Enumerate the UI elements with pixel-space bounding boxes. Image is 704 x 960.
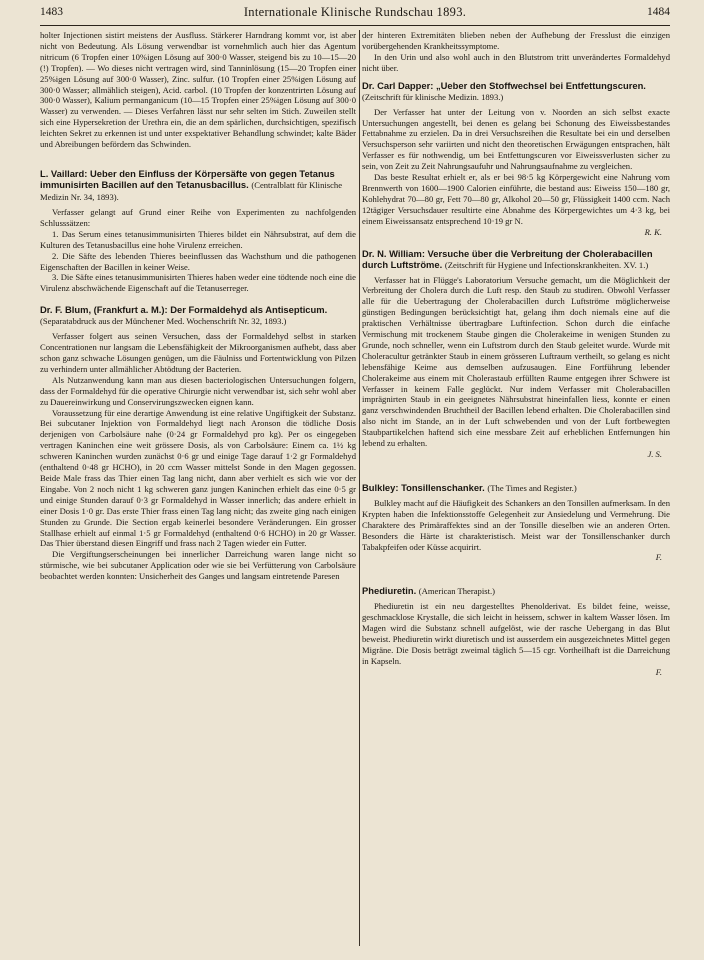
paragraph: Phediuretin ist ein neu dargestelltes Phenolderivat. Es bildet feine, weisse, geschmacklose Krystalle, die sich leicht in heissem, schwer in kaltem Wasser lösen. Im Magen wird die Substanz schnell aufgelöst, wie der rasche Uebergang in das Blut beweist. Phediuretin wirkt diuretisch und ist ausserdem ein ausgezeichnetes Mittel gegen Migräne. Die Dosis beträgt zweimal täglich 5—15 cgr. Vortheilhaft ist die Darreichung in Kapseln. [362, 601, 670, 666]
heading-text: L. Vaillard: Ueber den Einfluss der Körpersäfte von gegen Tetanus immunisirten Bacillen auf den Tetanusbacillus. [40, 167, 335, 190]
paragraph: 2. Die Säfte des lebenden Thieres beeinflussen das Wachsthum und die pathogenen Eigenschaften der Bacillen in keiner Weise. [40, 250, 356, 272]
paragraph: 3. Die Säfte eines tetanusimmunisirten Thieres haben weder eine tödtende noch eine die Virulenz abschwächende Eigenschaft auf die Tetanuserreger. [40, 272, 356, 294]
heading-text: Dr. F. Blum, (Frankfurt a. M.): Der Formaldehyd als Antisepticum. [40, 304, 328, 316]
paragraph: Verfasser gelangt auf Grund einer Reihe von Experimenten zu nachfolgenden Schlusssätzen: [40, 206, 356, 228]
paragraph: Die Vergiftungserscheinungen bei innerlicher Darreichung waren lange nicht so stürmische, wie bei subcutaner Application oder wie sie bei Verfütterung von Carbolsäure beobachtet werden konnten: Unsicherheit des Ganges und langsam eintretende Paresen [40, 549, 356, 582]
article-heading [362, 482, 670, 494]
section-spacer [362, 464, 670, 482]
article-heading [362, 80, 670, 103]
heading-text: Phediuretin. [362, 585, 417, 597]
heading-text: Dr. Carl Dapper: „Ueber den Stoffwechsel bei Entfettungscuren. [362, 79, 646, 91]
author-initials: F. [655, 666, 662, 677]
page-number-right: 1484 [647, 6, 670, 18]
article-heading [362, 248, 670, 271]
article-source: (Zeitschrift für Hygiene und Infectionskrankheiten. XV. 1.) [444, 259, 649, 270]
continuation-paragraph: holter Injectionen sistirt meistens der Ausfluss. Stärkerer Harndrang kommt vor, ist aber nicht von Bedeutung. Als Lösung verwendbar ist vornehmlich auch hier das Agentum nitricum (6 Tropfen einer 10%igen Lösung auf 300·0 Wasser, steigend bis zu 10—15—20 (!) Tropfen). — Wo dieses nicht vertragen wird, sind Tanninlösung (15—20 Tropfen einer 25%igen Lösung auf 300·0 Wasser), Zinc. sulfur. (10 Tropfen einer 25%igen Lösung auf 300·0 Wasser; allmählich steigen), Acid. carbol. (10 Tropfen der konzentrirten Lösung auf 300·0 Wasser), Kalium permanganicum (10—15 Tropfen einer 25%igen Lösung auf 300·0 Wasser) zu verwenden. — Dieses Verfahren lässt nur sehr selten im Stich. Zuweilen stellt sich eine Hypersekretion der Urethra ein, die an dem spärlichen, durchsichtigen, spezifisch leichten Sekret zu erkennen ist und unter exspektativer Behandlung schwindet; kalte Bäder und Abreibungen befördern das Schwinden. [40, 30, 356, 150]
heading-text: Bulkley: Tonsillenschanker. [362, 481, 485, 493]
article-dapper [362, 80, 670, 238]
page-number-left: 1483 [40, 6, 63, 18]
article-blum [40, 304, 356, 582]
paragraph: Das beste Resultat erhielt er, als er bei 98·5 kg Körpergewicht eine Nahrung vom Brennwerth von 1600—1900 Calorien einführte, die bestand aus: Eiweiss 150—180 gr, Kohlehydrat 70—80 gr, Fett 70—80 gr, Alkohol 20—50 gr, Flüssigkeit 1400 ccm. Nach 12tägiger Versuchsdauer resultirte eine Abnahme des Körpergewichtes um 4·3 kg, bei einem Eiweissansatz entsprechend 10·19 gr N. [362, 172, 670, 226]
left-column [40, 30, 356, 950]
paragraph: Verfasser folgert aus seinen Versuchen, dass der Formaldehyd selbst in starken Concentrationen nur langsam die Lebensfähigkeit der Mikroorganismen aufhebt, dass aber schon ganz schwache Lösungen genügen, um die Fäulniss und Fortentwicklung von Pilzen zu verhindern unter allmählicher Abtödtung der Bacterien. [40, 331, 356, 374]
paragraph: Voraussetzung für eine derartige Anwendung ist eine relative Ungiftigkeit der Substanz. Bei subcutaner Injektion von Formaldehyd liegt nach Aronson die tödliche Dosis derjenigen von Carbolsäure nahe (0·24 gr Formaldehyd pro kg). Per os eingegeben vertragen Kaninchen eine weit grössere Dosis, als von Carbolsäure: Einem ca. 1½ kg schweren Kaninchen wurden zunächst 0·6 gr und einige Tage darauf 1·2 gr Formaldehyd (enthaltend 0·48 gr HCHO), in 20 ccm Wasser mittelst Sonde in den Magen gegossen. Beide Male frass das Thier einen Tag lang nicht, dann aber verhielt es sich wie vor der Eingabe. Von 2 noch nicht 1 kg schweren ganz jungen Kaninchen erhielt das eine 0·5 gr und einige Stunden darauf 0·3 gr Formaldehyd in Wasser innerlich; das andere erhielt in einer Dosis 1·0 gr. Das erste Thier frass einen Tag lang nicht; das zweite ging nach einigen Stunden zu Grunde. Die Section ergab keinerlei besondere Veränderungen. Ein grosser Stallhase erhielt auf einmal 1·5 gr Formaldehyd (enthaltend 0·6 HCHO) in 20 gr Wasser. Das Thier überstand diesen Eingriff und frass nach 2 Tagen wieder ein Futter. [40, 407, 356, 549]
paragraph: Verfasser hat in Flügge's Laboratorium Versuche gemacht, um die Möglichkeit der Verbreitung der Cholera durch die Luft resp. den Staub zu studiren. Obwohl Verfasser alle für die Uebertragung der Cholerabacillen durch Luftströme möglicherweise günstigen Bedingungen berücksichtigt hat, gelang ihm doch niemals eine auf die praktischen Verhältnisse übertragbare Luftinfection. Schon durch die einfache Vermischung mit trockenem Staube gingen die Cholerakeime in wenigen Stunden zu Grunde, noch schneller, wenn ein Luftstrom durch den Staub geleitet wurde. Wurde mit Choleracultur getränkter Staub in einem grösseren Luftraum vertheilt, so gelang es nicht lebensfähige Keime aus demselben aufzusaugen. Eine Fortführung lebender Cholerakeime aus einem mit Cholerastaub erfüllten Raume entgegen ihrer Schwere ist Verfasser in keinem Falle geglückt. Nur indem Verfasser mit Cholerabacillen imprägnirten Staub in ein geeignetes Nährsubstrat hineinfallen liess, konnte er einen ganz verschwindenden Bruchtheil der Bacillen lebend erhalten. Die Cholerabacillen sind also nicht im Stande, an in der Luft schwebenden und von der Luft fortbewegten Staubpartikelchen haftend sich eine messbare Zeit auf erheblichen Entfernungen hin lebend zu erhalten. [362, 274, 670, 449]
header-rule [40, 25, 670, 26]
article-source: (American Therapist.) [418, 586, 495, 597]
section-spacer [362, 567, 670, 585]
author-initials: F. [655, 552, 662, 563]
paragraph: In den Urin und also wohl auch in den Blutstrom tritt unverändertes Formaldehyd nicht über. [362, 51, 670, 73]
heading-text: Dr. N. William: Versuche über die Verbreitung der Cholerabacillen durch Luftströme. [362, 247, 653, 270]
paragraph: Bulkley macht auf die Häufigkeit des Schankers an den Tonsillen aufmerksam. In den Krypten haben die Infektionsstoffe Gelegenheit zur Ansiedelung und Vermehrung. Die Charaktere des Primäraffektes sind an der Tonsille dieselben wie an anderen Orten. Besonders die Härte ist charakteristisch. Meist war der Tonsillenschanker durch Tabakpfeifen oder Küsse acquirirt. [362, 497, 670, 552]
right-column [362, 30, 670, 950]
column-divider [359, 30, 360, 946]
author-initials: R. K. [644, 226, 662, 237]
article-heading [40, 168, 356, 203]
section-spacer [40, 150, 356, 168]
article-source: (The Times and Register.) [487, 482, 577, 493]
page-header [40, 4, 670, 26]
article-heading [362, 585, 670, 597]
article-source: (Zeitschrift für klinische Medizin. 1893.) [362, 91, 504, 102]
paragraph: Der Verfasser hat unter der Leitung von v. Noorden an sich selbst exacte Untersuchungen angestellt, bei denen es gelang bei Schonung des Eiweissbestandes Fettabnahme zu erzielen. Da in drei Versuchsreihen die Resultate bei ein und derselben Versuchsperson sehr variirten und nicht den theoretischen Erwägungen entsprachen, hält Verfasser es für nothwendig, um bei Entfettungscuren vor Eiweissverlusten sicher zu sein, von Zeit zu Zeit Nahrungsaufuhr und Nahrungsaufnahme zu vergleichen. [362, 106, 670, 172]
journal-title: Internationale Klinische Rundschau 1893. [243, 5, 467, 19]
author-initials: J. S. [647, 449, 662, 459]
article-phediuretin [362, 585, 670, 677]
article-william [362, 248, 670, 460]
paragraph: Als Nutzanwendung kann man aus diesen bacteriologischen Untersuchungen folgern, dass der Formaldehyd für die operative Chirurgie nicht verwendbar ist, sich sehr wohl aber zu Dauereinwirkung und Conservirungszwecken eignen kann. [40, 374, 356, 407]
article-source: (Centralblatt für Klinische Medizin Nr. 34, 1893). [40, 179, 343, 202]
article-vaillard [40, 168, 356, 294]
paragraph: 1. Das Serum eines tetanusimmunisirten Thieres bildet ein Nährsubstrat, auf dem die Kulturen des Tetanusbacillus eine hohe Virulenz erreichen. [40, 228, 356, 250]
continuation-paragraph: der hinteren Extremitäten blieben neben der Aufhebung der Fresslust die einzigen vorübergehenden Krankheitssymptome. [362, 30, 670, 51]
article-source: (Separatabdruck aus der Münchener Med. Wochenschrift Nr. 32, 1893.) [40, 316, 287, 327]
article-bulkley [362, 482, 670, 563]
article-heading [40, 304, 356, 327]
